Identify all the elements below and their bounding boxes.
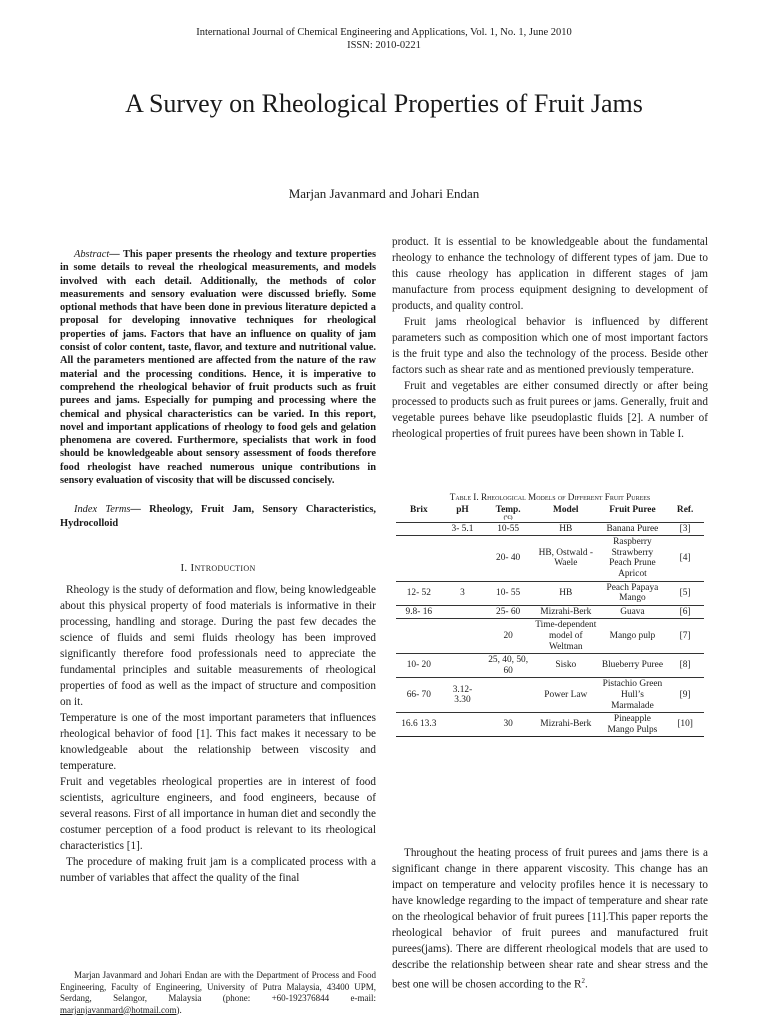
- paragraph-heating-end: .: [585, 978, 588, 991]
- cell-model: Mizrahi-Berk: [533, 605, 599, 619]
- cell-ref: [8]: [666, 654, 704, 678]
- footnote-text: Marjan Javanmard and Johari Endan are with the Department of Process and Food Engineering, Faculty of Engineering, University of Putra Malaysia, 43400 UPM, Serdang, Selangor, Malaysia (phone: +60-192376844 e-mail:: [60, 970, 376, 1003]
- cell-model: HB: [533, 581, 599, 605]
- cell-fruit: Pistachio Green Hull’s Marmalade: [599, 678, 667, 713]
- cell-ref: [9]: [666, 678, 704, 713]
- cell-temp: 10- 55: [483, 581, 533, 605]
- cell-brix: 9.8- 16: [396, 605, 442, 619]
- journal-citation: International Journal of Chemical Engineering and Applications, Vol. 1, No. 1, June 2010: [196, 27, 572, 38]
- abstract-lead: Abstract: [74, 249, 110, 260]
- cell-ph: [442, 536, 484, 581]
- cell-ref: [5]: [666, 581, 704, 605]
- paper-authors: Marjan Javanmard and Johari Endan: [288, 186, 480, 201]
- table-row: [396, 605, 704, 619]
- header-fruit-puree: Fruit Puree: [599, 504, 667, 522]
- cell-ref: [4]: [666, 536, 704, 581]
- table-caption-text: Rheological Models of Different Fruit Purees: [480, 492, 651, 502]
- cell-model: Power Law: [533, 678, 599, 713]
- section-title: Introduction: [190, 561, 256, 574]
- cell-temp: 25, 40, 50, 60: [483, 654, 533, 678]
- cell-brix: [396, 536, 442, 581]
- table-row: [396, 619, 704, 654]
- section-number: I.: [180, 561, 188, 574]
- cell-brix: 16.6 13.3: [396, 713, 442, 737]
- cell-temp: 10-55: [483, 522, 533, 536]
- cell-ref: [10]: [666, 713, 704, 737]
- cell-model: Sisko: [533, 654, 599, 678]
- cell-model: HB: [533, 522, 599, 536]
- cell-ph: 3.12- 3.30: [442, 678, 484, 713]
- cell-brix: [396, 522, 442, 536]
- cell-fruit: Blueberry Puree: [599, 654, 667, 678]
- cell-fruit: Raspberry Strawberry Peach Prune Apricot: [599, 536, 667, 581]
- header-temp-unit: (°C): [503, 515, 513, 521]
- index-terms: [60, 503, 376, 530]
- cell-temp: [483, 678, 533, 713]
- right-column-lower: [392, 845, 708, 993]
- paragraph-jam-procedure: The procedure of making fruit jam is a complicated process with a number of variables that affect the quality of the final: [60, 855, 376, 884]
- paragraph-jam-behavior: Fruit jams rheological behavior is influenced by different parameters such as composition which one of most important factors is the fruit type and also the technology of the process. Beside other factors such as shear rate and as mentioned previously temperature.: [392, 316, 708, 376]
- header-brix: Brix: [396, 504, 442, 522]
- right-column: [392, 234, 708, 442]
- paper-title: A Survey on Rheological Properties of Fruit Jams: [125, 89, 643, 118]
- paragraph-fruit-vegetables: Fruit and vegetables rheological properties are in interest of food scientists, agriculture engineers, and food engineers, because of several reasons. First of all importance in human diet and secondly the costumer perception of a food product is relevant to its rheological characteristics [1].: [60, 775, 376, 852]
- paragraph-temperature: Temperature is one of the most important parameters that influences rheological behavior of food [1]. This fact makes it necessary to be knowledgeable about the relationship between viscosity and temperature.: [60, 711, 376, 772]
- footnote-end: ).: [176, 1004, 182, 1015]
- section-heading-introduction: [60, 560, 376, 576]
- cell-model: Mizrahi-Berk: [533, 713, 599, 737]
- cell-temp: 30: [483, 713, 533, 737]
- paragraph-heating-process: [392, 845, 708, 993]
- index-terms-lead: Index Terms: [74, 504, 131, 516]
- cell-ph: [442, 713, 484, 737]
- cell-temp: 20- 40: [483, 536, 533, 581]
- cell-ph: [442, 654, 484, 678]
- index-terms-text: — Rheology, Fruit Jam, Sensory Characteristics, Hydrocolloid: [60, 504, 376, 529]
- header-ref: Ref.: [666, 504, 704, 522]
- cell-fruit: Pineapple Mango Pulps: [599, 713, 667, 737]
- paragraph-consumption: Fruit and vegetables are either consumed directly or after being processed to products such as fruit purees or jams. Generally, fruit and vegetable purees behave like pseudoplastic fluids [2]. A number of rheological properties of fruit purees have been shown in Table I.: [392, 380, 708, 440]
- author-footnote: [60, 970, 376, 1016]
- table-row: [396, 678, 704, 713]
- cell-fruit: Banana Puree: [599, 522, 667, 536]
- cell-ph: [442, 619, 484, 654]
- cell-fruit: Peach Papaya Mango: [599, 581, 667, 605]
- cell-ref: [6]: [666, 605, 704, 619]
- abstract-text: — This paper presents the rheology and texture properties in some details to reveal the rheological measurements, and models involved with each detail. Additionally, the methods of color measurements and sensory evaluation were discussed briefly. Some optional methods that have been done in previous literature depicted a proposal for developing innovative techniques for rheological properties of jams. Factors that have an influence on quality of jam consist of color content, taste, flavor, and texture and nutritional value. All the parameters mentioned are affected from the nature of the raw material and the processing conditions. Hence, it is imperative to comprehend the rheological behavior of fruit products such as fruit purees and jams. Especially for pumping and processing where the chemical and physical characteristics can be varied. In this report, novel and important applications of rheology to food gels and gelation phenomena are covered. Furthermore, specialists that work in food should be knowledgeable about sensory assessment of foods therefore food rheologist have reached numerous unique contributions in sensory evaluation of viscosity that will be discussed concisely.: [60, 249, 376, 487]
- cell-ref: [7]: [666, 619, 704, 654]
- table-row: [396, 522, 704, 536]
- left-column: [60, 248, 376, 886]
- rheological-models-table: [396, 504, 704, 737]
- cell-fruit: Guava: [599, 605, 667, 619]
- table-caption-prefix: Table I.: [449, 492, 479, 502]
- table-header-row: [396, 504, 704, 522]
- cell-temp: 20: [483, 619, 533, 654]
- table-row: [396, 654, 704, 678]
- cell-fruit: Mango pulp: [599, 619, 667, 654]
- journal-issn: ISSN: 2010-0221: [347, 40, 421, 51]
- cell-ref: [3]: [666, 522, 704, 536]
- table-row: [396, 581, 704, 605]
- abstract: [60, 248, 376, 487]
- cell-temp: 25- 60: [483, 605, 533, 619]
- cell-model: HB, Ostwald -Waele: [533, 536, 599, 581]
- cell-brix: [396, 619, 442, 654]
- cell-ph: [442, 605, 484, 619]
- header-ph: pH: [442, 504, 484, 522]
- header-temp: [483, 504, 533, 522]
- paragraph-heating-text: Throughout the heating process of fruit purees and jams there is a significant change in there apparent viscosity. This change has an impact on temperature and velocity profiles hence it is necessary to have knowledge regarding to the impact of temperature and shear rate on the rheological behavior of fruit purees [11].This paper reports the rheological behavior of fruit purees and manufactured fruit purees(jams). There are different rheological models that are used to describe the relationship between shear rate and shear stress and the best one will be chosen according to the R: [392, 847, 708, 991]
- superscript-two: 2: [581, 977, 586, 985]
- cell-brix: 66- 70: [396, 678, 442, 713]
- journal-header: [0, 26, 768, 52]
- header-model: Model: [533, 504, 599, 522]
- cell-brix: 12- 52: [396, 581, 442, 605]
- table-caption: [392, 492, 708, 502]
- table-row: [396, 536, 704, 581]
- cell-ph: 3- 5.1: [442, 522, 484, 536]
- header-temp-label: Temp.: [495, 505, 521, 515]
- paragraph-product: product. It is essential to be knowledgeable about the fundamental rheology to enhance the technology of different types of jam. Due to this cause rheology has application in different stages of jam manufacture from process equipment designing to development of products, and quality control.: [392, 236, 708, 312]
- cell-model: Time-dependent model of Weltman: [533, 619, 599, 654]
- cell-brix: 10- 20: [396, 654, 442, 678]
- paragraph-rheology: Rheology is the study of deformation and flow, being knowledgeable about this physical property of food materials is informative in their processing, handling and storage. During the past few decades the science of fluids and semi fluids rheology has been improved significantly therefore food professionals need to appreciate the fundamental principles and suitable measurements of rheological properties of food as well as the impact of structure and composition on it.: [60, 583, 376, 708]
- cell-ph: 3: [442, 581, 484, 605]
- author-email-link[interactable]: marjanjavanmard@hotmail.com: [60, 1004, 177, 1015]
- table-row: [396, 713, 704, 737]
